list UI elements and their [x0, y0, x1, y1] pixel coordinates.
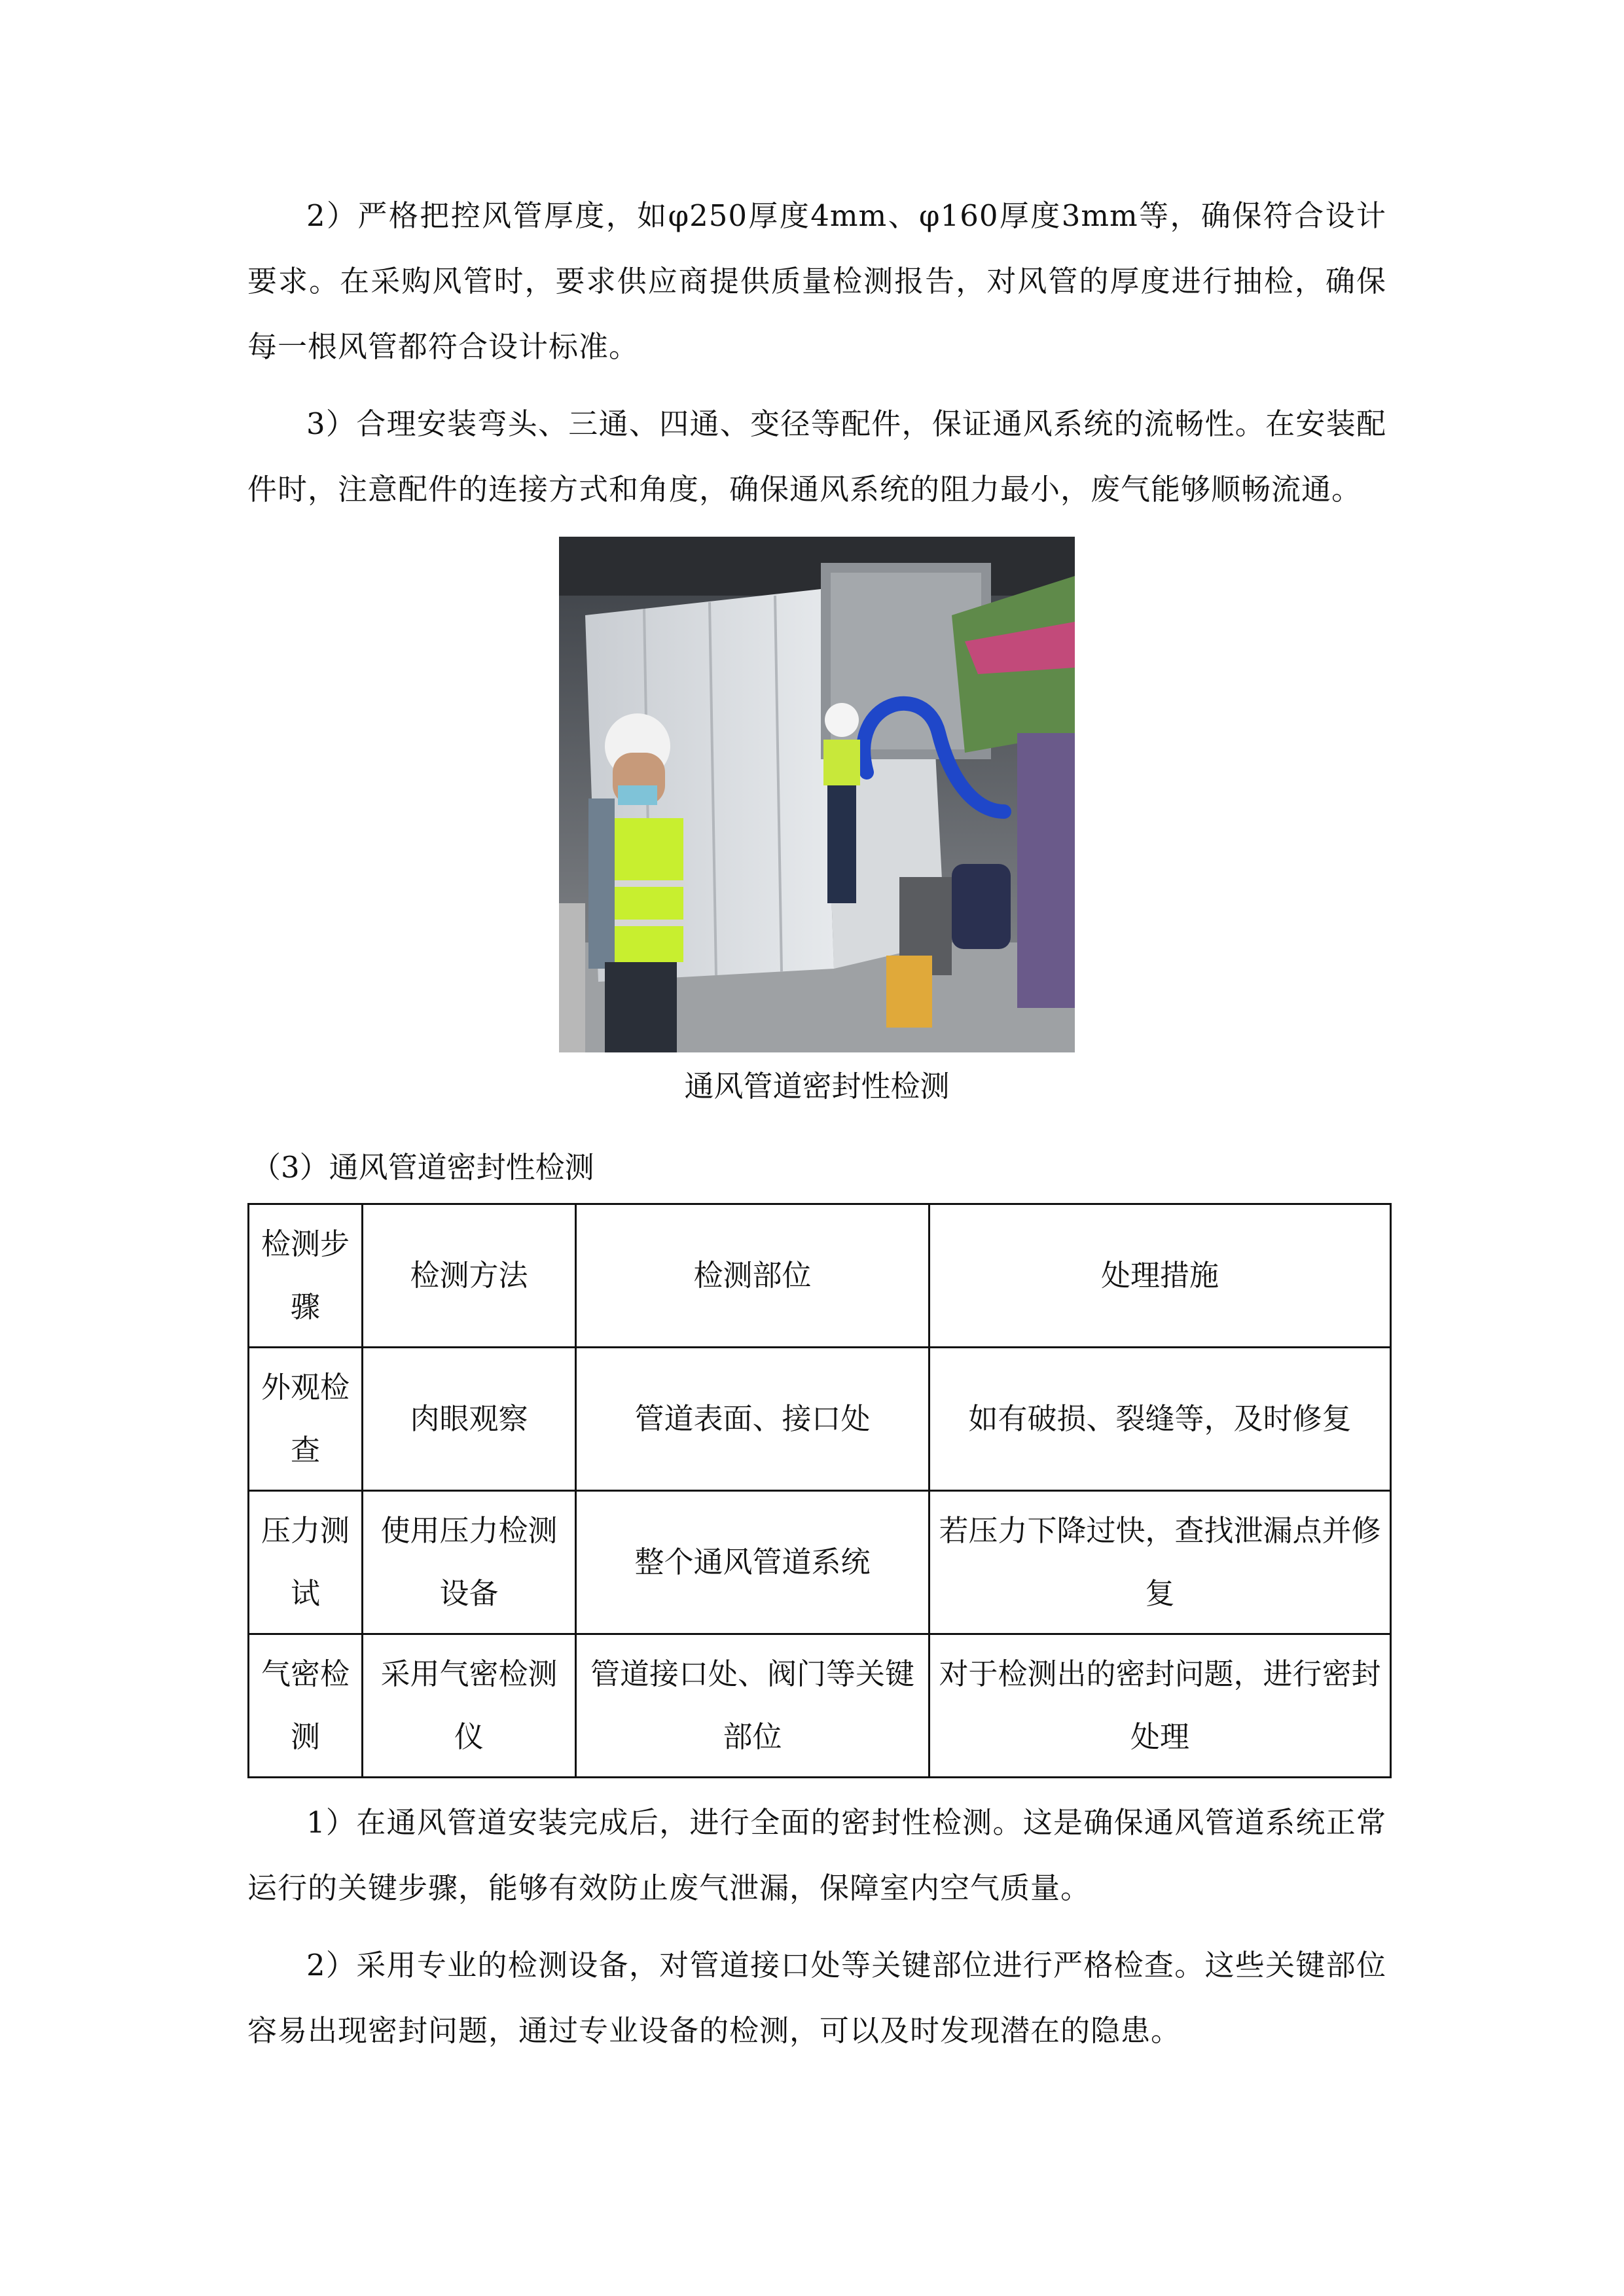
header-cell: 检测部位 — [576, 1204, 929, 1348]
paragraph-professional-equipment: 2）采用专业的检测设备，对管道接口处等关键部位进行严格检查。这些关键部位容易出现密封问题，通过专业设备的检测，可以及时发现潜在的隐患。 — [247, 1948, 1386, 2048]
table-cell: 对于检测出的密封问题，进行密封处理 — [929, 1634, 1391, 1778]
table-cell: 整个通风管道系统 — [576, 1491, 929, 1634]
seal-inspection-table — [247, 1203, 1392, 1778]
table-cell: 管道接口处、阀门等关键部位 — [576, 1634, 929, 1778]
table-cell: 管道表面、接口处 — [576, 1348, 929, 1491]
header-cell: 处理措施 — [929, 1204, 1391, 1348]
photo-duct-seal-inspection — [559, 537, 1075, 1052]
table-cell: 外观检查 — [249, 1348, 363, 1491]
table-cell: 如有破损、裂缝等，及时修复 — [929, 1348, 1391, 1491]
figure-caption: 通风管道密封性检测 — [684, 1069, 950, 1103]
table-cell: 使用压力检测设备 — [363, 1491, 576, 1634]
header-cell: 检测方法 — [363, 1204, 576, 1348]
table-title: （3）通风管道密封性检测 — [251, 1150, 594, 1185]
table-row — [249, 1491, 1391, 1634]
paragraph-full-inspection: 1）在通风管道安装完成后，进行全面的密封性检测。这是确保通风管道系统正常运行的关键步骤，能够有效防止废气泄漏，保障室内空气质量。 — [247, 1805, 1386, 1905]
table-cell: 若压力下降过快，查找泄漏点并修复 — [929, 1491, 1391, 1634]
document-page — [247, 183, 1386, 2064]
table-row — [249, 1348, 1391, 1491]
table-cell: 压力测试 — [249, 1491, 363, 1634]
table-row — [249, 1634, 1391, 1778]
table-cell: 肉眼观察 — [363, 1348, 576, 1491]
table-cell: 气密检测 — [249, 1634, 363, 1778]
header-cell: 检测步骤 — [249, 1204, 363, 1348]
paragraph-duct-thickness: 2）严格把控风管厚度，如φ250厚度4mm、φ160厚度3mm等，确保符合设计要求。在采购风管时，要求供应商提供质量检测报告，对风管的厚度进行抽检，确保每一根风管都符合设计标准。 — [247, 198, 1386, 364]
table-cell: 采用气密检测仪 — [363, 1634, 576, 1778]
paragraph-fittings: 3）合理安装弯头、三通、四通、变径等配件，保证通风系统的流畅性。在安装配件时，注意配件的连接方式和角度，确保通风系统的阻力最小，废气能够顺畅流通。 — [247, 406, 1386, 507]
table-header-row — [249, 1204, 1391, 1348]
